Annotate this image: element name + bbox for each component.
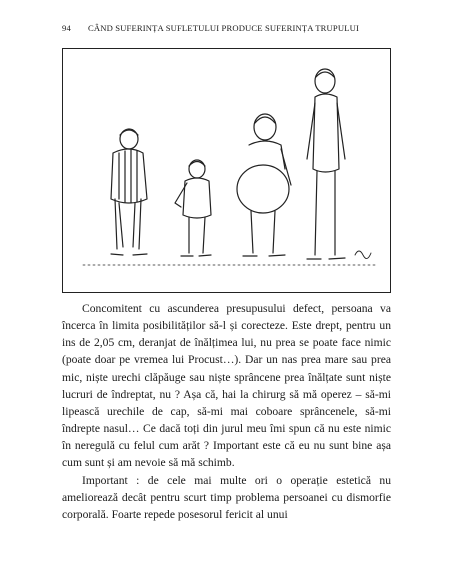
running-header bbox=[62, 23, 392, 33]
figure-striped-man bbox=[111, 129, 147, 255]
figure-bellied-man bbox=[237, 114, 291, 256]
page-number: 94 bbox=[62, 23, 71, 33]
paragraph-2: Important : de cele mai multe ori o operație estetică nu ameliorează decât pentru scurt timp problema persoanei cu dismorfie corporală. Foarte repede posesorul fericit al unui bbox=[62, 473, 391, 521]
figure-small-man bbox=[175, 160, 211, 256]
running-title: CÂND SUFERINȚA SUFLETULUI PRODUCE SUFERINȚA TRUPULUI bbox=[88, 23, 359, 33]
cartoon-illustration bbox=[62, 48, 391, 293]
figure-tall-man bbox=[307, 69, 345, 259]
body-text bbox=[62, 300, 391, 523]
cartoon-drawing bbox=[63, 49, 390, 292]
paragraph-1: Concomitent cu ascunderea presupusului defect, persoana va încerca în limita posibilităților să-l și corecteze. Este drept, pentru un ins de 2,05 cm, deranjat de înălțimea lui, nu prea se poate face nimic (poate doar pe vremea lui Procust…). Dar un nas prea mare sau prea mic, niște urechi clăpăuge sau niște sprâncene prea înălțate sunt niște lucruri de îndreptat, nu ? Așa că, hai la chirurg să mă operez – să-mi lipească urechile de cap, să-mi mai coboare sprâncenele, să-mi îndrepte nasul… Ce dacă toți din jurul meu îmi spun că nu este nimic în neregulă cu felul cum arăt ? Important este că eu nu sunt bine așa cum sunt și am nevoie să mă schimb. bbox=[62, 302, 391, 470]
